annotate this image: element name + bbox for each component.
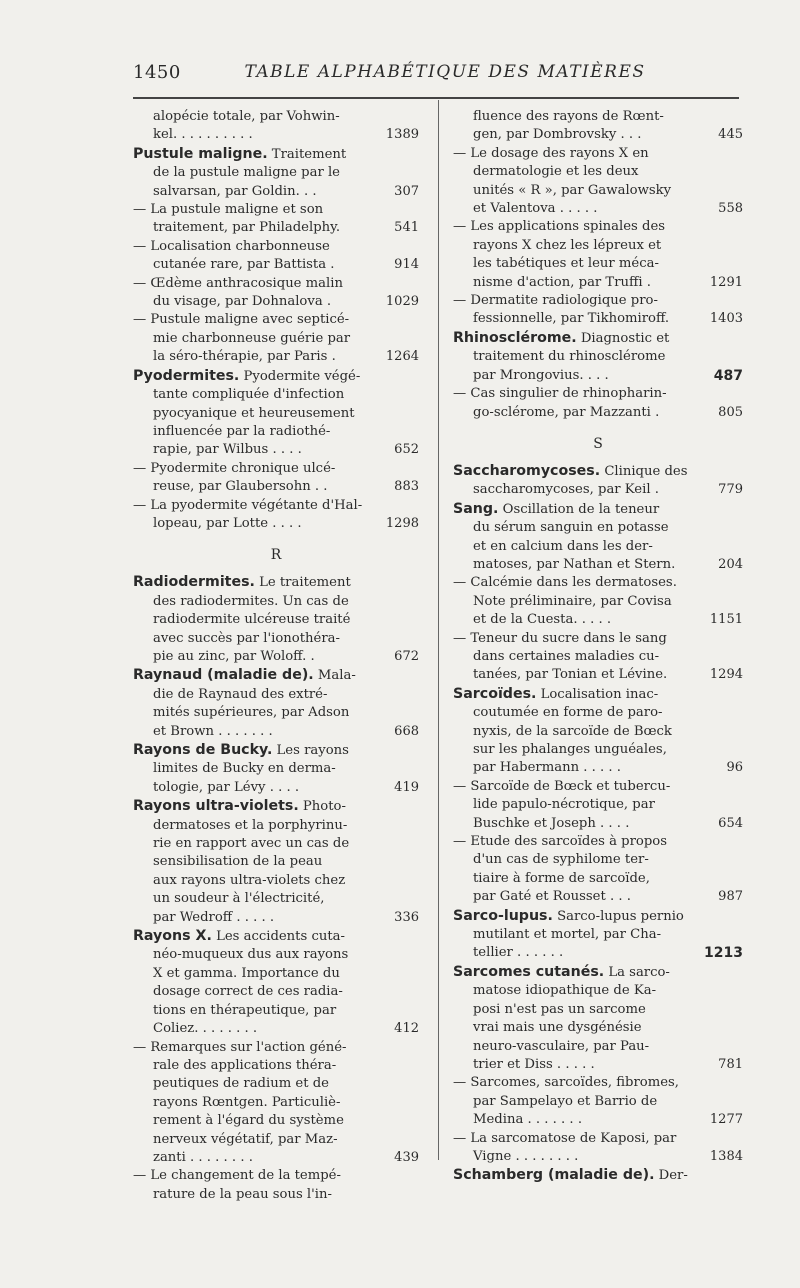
entry-text: — Localisation charbonneuse (133, 238, 330, 254)
entry-text: matoses, par Nathan et Stern. (473, 556, 676, 572)
index-entry (453, 1130, 743, 1167)
entry-text: traitement du rhinosclérome (473, 349, 666, 365)
entry-text: Der- (654, 1168, 688, 1184)
entry-text: par Sampelayo et Barrio de (473, 1093, 658, 1109)
page-reference: 445 (718, 127, 743, 143)
page-reference: 487 (713, 367, 743, 384)
entry-text: — Calcémie dans les dermatoses. (453, 575, 677, 591)
page-reference: 668 (394, 723, 419, 739)
index-entry (133, 666, 419, 741)
column-divider (438, 100, 439, 1160)
index-entry (453, 292, 743, 329)
entry-text: peutiques de radium et de (153, 1076, 329, 1092)
index-entry (133, 741, 419, 797)
page-reference: 541 (394, 220, 419, 236)
entry-text: dans certaines maladies cu- (473, 648, 660, 664)
index-entry (133, 238, 419, 275)
entry-heading: Rayons ultra-violets. (133, 798, 299, 815)
entry-text: rement à l'égard du système (153, 1113, 344, 1129)
entry-text: tanées, par Tonian et Lévine. (473, 667, 668, 683)
entry-text: Les accidents cuta- (211, 929, 345, 945)
page-reference: 914 (394, 257, 419, 273)
entry-heading: Sarcoïdes. (453, 685, 537, 702)
entry-text: X et gamma. Importance du (153, 965, 340, 981)
entry-text: Localisation inac- (536, 686, 659, 702)
entry-text: tions en thérapeutique, par (153, 1002, 337, 1018)
entry-text: radiodermite ulcéreuse traité (153, 612, 351, 628)
page-reference: 419 (394, 779, 419, 795)
index-entry (453, 108, 743, 145)
entry-text: — La pyodermite végétante d'Hal- (133, 497, 363, 513)
entry-text: Les rayons (272, 743, 349, 758)
entry-text: nerveux végétatif, par Maz- (153, 1131, 338, 1147)
entry-text: sensibilisation de la peau (153, 854, 323, 870)
entry-text: rayons Rœntgen. Particuliè- (153, 1094, 341, 1110)
entry-text: Pyodermite végé- (239, 368, 361, 384)
entry-text: die de Raynaud des extré- (153, 686, 328, 702)
entry-text: Traitement (267, 146, 347, 162)
index-entry (453, 500, 743, 575)
entry-text: les tabétiques et leur méca- (473, 256, 659, 272)
entry-text: go-sclérome, par Mazzanti . (473, 404, 660, 420)
entry-text: — Sarcomes, sarcoïdes, fibromes, (453, 1075, 679, 1091)
entry-text: Mala- (313, 668, 356, 684)
entry-text: mie charbonneuse guérie par (153, 330, 351, 346)
entry-text: coutumée en forme de paro- (473, 705, 663, 721)
entry-text: alopécie totale, par Vohwin- (153, 109, 340, 124)
page-reference: 1389 (385, 127, 419, 143)
index-entry (453, 145, 743, 219)
entry-text: rie en rapport avec un cas de (153, 836, 350, 852)
entry-heading: Rayons de Bucky. (133, 742, 273, 758)
entry-text: par Wedroff . . . . . (153, 909, 275, 925)
entry-text: Vigne . . . . . . . . (473, 1148, 579, 1164)
entry-text: — Les applications spinales des (453, 219, 666, 235)
entry-text: Note préliminaire, par Covisa (473, 593, 672, 609)
left-column (133, 108, 419, 1204)
page-reference: 412 (394, 1021, 419, 1037)
entry-text: nyxis, de la sarcoïde de Bœck (473, 723, 672, 739)
index-entry (453, 574, 743, 629)
entry-text: fluence des rayons de Rœnt- (473, 109, 664, 124)
index-entry (133, 145, 419, 201)
entry-text: rature de la peau sous l'in- (153, 1186, 332, 1202)
entry-text: aux rayons ultra-violets chez (153, 872, 346, 888)
entry-text: traitement, par Philadelphy. (153, 220, 341, 236)
entry-text: Clinique des (600, 463, 688, 479)
page-reference: 1213 (704, 945, 743, 962)
index-entry (453, 630, 743, 685)
page-reference: 1294 (709, 667, 743, 683)
page-title: TABLE ALPHABÉTIQUE DES MATIÈRES (244, 62, 646, 82)
entry-text: — Teneur du sucre dans le sang (453, 630, 667, 646)
index-entry (133, 497, 419, 534)
page-reference: 1291 (709, 274, 743, 290)
index-entry (133, 367, 419, 460)
entry-heading: Sang. (453, 500, 499, 517)
entry-text: Buschke et Joseph . . . . (473, 815, 630, 831)
entry-text: — Etude des sarcoïdes à propos (453, 834, 668, 850)
header-rule (133, 97, 739, 99)
entry-text: — Pyodermite chronique ulcé- (133, 460, 336, 476)
entry-text: dermatologie et les deux (473, 164, 639, 180)
entry-text: de la pustule maligne par le (153, 165, 340, 181)
index-entry (133, 108, 419, 145)
entry-text: et de la Cuesta. . . . . (473, 612, 612, 628)
page-header (0, 62, 800, 92)
section-letter: R (270, 547, 282, 564)
entry-text: pyocyanique et heureusement (153, 405, 355, 421)
entry-text: mutilant et mortel, par Cha- (473, 927, 662, 943)
page-reference: 883 (394, 479, 419, 495)
entry-text: tante compliquée d'infection (153, 387, 345, 403)
entry-text: Coliez. . . . . . . . (153, 1021, 258, 1037)
entry-text: kel. . . . . . . . . . (153, 127, 253, 143)
page-reference: 781 (718, 1056, 743, 1072)
entry-text: lopeau, par Lotte . . . . (153, 515, 302, 531)
page-reference: 672 (394, 648, 419, 664)
entry-text: la séro-thérapie, par Paris . (153, 349, 336, 365)
index-entry (453, 1074, 743, 1129)
entry-heading: Radiodermites. (133, 574, 255, 591)
index-entry (133, 927, 419, 1038)
entry-text: dosage correct de ces radia- (153, 984, 343, 1000)
page-reference: 558 (718, 201, 743, 217)
page-reference: 1277 (709, 1112, 743, 1128)
entry-text: Oscillation de la teneur (498, 501, 660, 517)
page-reference: 307 (394, 183, 419, 199)
index-entry (133, 797, 419, 927)
entry-text: mités supérieures, par Adson (153, 705, 350, 721)
page-reference: 1403 (709, 311, 743, 327)
entry-text: par Gaté et Rousset . . . (473, 889, 631, 905)
entry-text: trier et Diss . . . . . (473, 1056, 595, 1072)
page-number: 1450 (133, 62, 181, 83)
index-entry (453, 1166, 743, 1185)
entry-text: — Le changement de la tempé- (133, 1168, 341, 1184)
entry-text: — Dermatite radiologique pro- (453, 293, 658, 309)
entry-text: et en calcium dans les der- (473, 538, 653, 554)
index-entry (133, 201, 419, 238)
index-entry (453, 385, 743, 422)
entry-text: unités « R », par Gawalowsky (473, 182, 672, 198)
entry-text: un soudeur à l'électricité, (153, 891, 325, 907)
entry-text: du visage, par Dohnalova . (153, 294, 332, 310)
right-column (453, 108, 743, 1186)
entry-text: cutanée rare, par Battista . (153, 257, 335, 273)
entry-text: avec succès par l'ionothéra- (153, 630, 340, 646)
entry-text: fessionnelle, par Tikhomiroff. (473, 311, 670, 327)
page-reference: 1384 (709, 1148, 743, 1164)
page-reference: 439 (394, 1149, 419, 1165)
section-letter: S (593, 435, 603, 452)
entry-text: et Brown . . . . . . . (153, 723, 273, 739)
entry-heading: Rhinosclérome. (453, 329, 577, 346)
entry-heading: Saccharomycoses. (453, 462, 601, 479)
entry-text: par Mrongovius. . . . (473, 367, 609, 383)
page-reference: 1151 (709, 612, 743, 628)
index-entry (453, 218, 743, 292)
index-entry (133, 311, 419, 366)
entry-text: La sarco- (604, 964, 670, 980)
entry-heading: Rayons X. (133, 928, 212, 945)
entry-text: gen, par Dombrovsky . . . (473, 127, 642, 143)
entry-text: — Remarques sur l'action géné- (133, 1039, 347, 1055)
page-reference: 805 (718, 404, 743, 420)
entry-text: d'un cas de syphilome ter- (473, 852, 649, 868)
page-reference: 336 (394, 909, 419, 925)
entry-text: Sarco-lupus pernio (552, 908, 684, 924)
index-entry (133, 460, 419, 497)
entry-heading: Sarco-lupus. (453, 907, 553, 924)
page-reference: 1298 (385, 515, 419, 531)
entry-text: matose idiopathique de Ka- (473, 983, 657, 999)
entry-text: reuse, par Glaubersohn . . (153, 479, 328, 495)
index-entry (453, 963, 743, 1074)
page-reference: 96 (726, 760, 743, 776)
entry-text: du sérum sanguin en potasse (473, 520, 669, 536)
entry-heading: Sarcomes cutanés. (453, 963, 605, 980)
page-reference: 204 (718, 556, 743, 572)
page-reference: 654 (718, 815, 743, 831)
entry-text: rapie, par Wilbus . . . . (153, 442, 302, 458)
entry-text: limites de Bucky en derma- (153, 761, 336, 777)
entry-text: par Habermann . . . . . (473, 760, 621, 776)
index-entry (133, 275, 419, 312)
page-reference: 652 (394, 442, 419, 458)
entry-text: zanti . . . . . . . . (153, 1149, 253, 1165)
entry-text: tellier . . . . . . (473, 945, 564, 961)
page-reference: 1264 (385, 349, 419, 365)
entry-heading: Schamberg (maladie de). (453, 1167, 655, 1184)
entry-heading: Raynaud (maladie de). (133, 667, 314, 684)
entry-text: lide papulo-nécrotique, par (473, 797, 655, 813)
entry-text: — Sarcoïde de Bœck et tubercu- (453, 778, 671, 794)
entry-text: et Valentova . . . . . (473, 201, 598, 217)
page-reference: 987 (718, 889, 743, 905)
index-entry (453, 329, 743, 385)
index-entry (133, 573, 419, 666)
entry-text: Le traitement (254, 575, 351, 591)
entry-text: — La pustule maligne et son (133, 202, 324, 218)
entry-text: — Le dosage des rayons X en (453, 145, 649, 161)
entry-text: vrai mais une dysgénésie (473, 1020, 642, 1036)
entry-text: influencée par la radiothé- (153, 423, 331, 439)
entry-text: nisme d'action, par Truffi . (473, 274, 651, 290)
entry-heading: Pustule maligne. (133, 145, 268, 162)
index-entry (453, 833, 743, 907)
entry-text: Medina . . . . . . . (473, 1112, 583, 1128)
entry-text: Photo- (298, 799, 346, 815)
page-reference: 779 (718, 482, 743, 498)
entry-text: dermatoses et la porphyrinu- (153, 817, 348, 833)
entry-text: tologie, par Lévy . . . . (153, 779, 300, 795)
entry-text: saccharomycoses, par Keil . (473, 482, 659, 498)
entry-text: sur les phalanges unguéales, (473, 742, 667, 757)
index-entry (453, 907, 743, 963)
entry-text: salvarsan, par Goldin. . . (153, 183, 317, 199)
entry-text: tiaire à forme de sarcoïde, (473, 870, 650, 886)
page-reference: 1029 (385, 294, 419, 310)
entry-text: — Œdème anthracosique malin (133, 275, 343, 291)
entry-text: Diagnostic et (576, 330, 670, 346)
index-entry (453, 685, 743, 778)
index-entry (453, 462, 743, 500)
entry-text: néo-muqueux dus aux rayons (153, 947, 349, 963)
entry-text: — Cas singulier de rhinopharin- (453, 386, 667, 402)
index-entry (453, 778, 743, 833)
entry-text: — La sarcomatose de Kaposi, par (453, 1130, 677, 1146)
index-entry (133, 1167, 419, 1204)
entry-text: posi n'est pas un sarcome (473, 1001, 646, 1017)
entry-text: rayons X chez les lépreux et (473, 237, 662, 253)
entry-heading: Pyodermites. (133, 367, 240, 384)
entry-text: rale des applications théra- (153, 1057, 337, 1073)
entry-text: neuro-vasculaire, par Pau- (473, 1038, 650, 1054)
entry-text: des radiodermites. Un cas de (153, 593, 349, 609)
entry-text: — Pustule maligne avec septicé- (133, 312, 350, 328)
index-entry (133, 1039, 419, 1168)
entry-text: pie au zinc, par Woloff. . (153, 648, 315, 664)
